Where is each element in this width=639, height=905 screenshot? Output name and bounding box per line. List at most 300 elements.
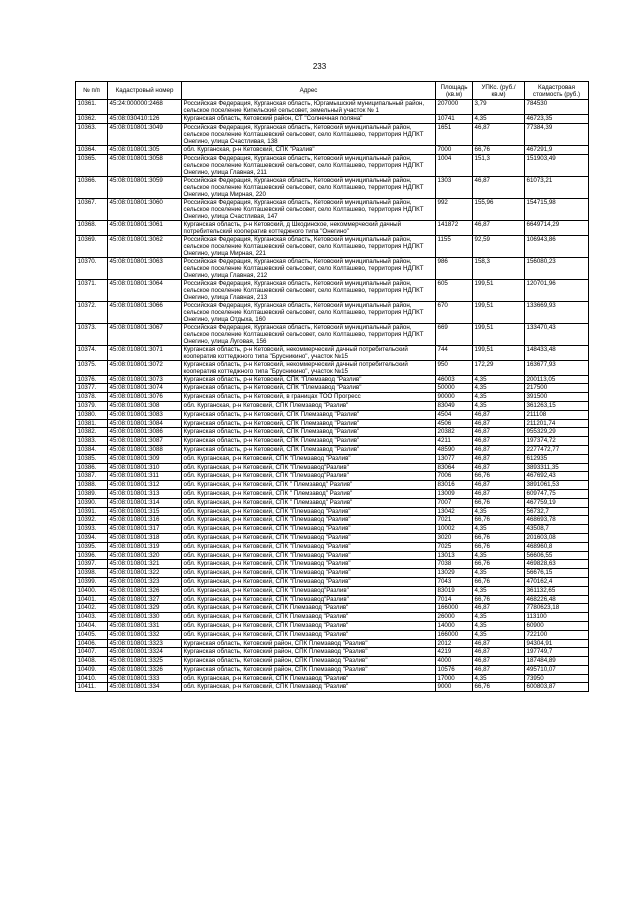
- cell-cadastral-number: 45:08:010801:3073: [108, 375, 182, 384]
- cell-area: 83064: [436, 463, 473, 472]
- cell-address: Российская Федерация, Курганская область, Юргамышский муниципальный район, сельское поселение Кипельский сельсовет, земельный участок № 1: [182, 100, 436, 115]
- cell-cadastral-cost: 6649714,29: [525, 220, 589, 235]
- cell-area: 1004: [436, 154, 473, 176]
- cell-upks: 172,29: [473, 360, 525, 375]
- cell-cadastral-number: 45:08:010801:3086: [108, 428, 182, 437]
- cell-upks: 151,3: [473, 154, 525, 176]
- cell-upks: 199,51: [473, 279, 525, 301]
- header-cadastral-number: Кадастровый номер: [108, 82, 182, 100]
- cell-address: Курганская область, Кетовский район, СПК Племзавод "Разлив": [182, 639, 436, 648]
- cell-cadastral-number: 45:08:010801:334: [108, 683, 182, 692]
- header-cadastral-cost: Кадастровая стоимость (руб.): [525, 82, 589, 100]
- cell-cadastral-cost: 61073,21: [525, 176, 589, 198]
- cell-upks: 46,87: [473, 454, 525, 463]
- cell-cadastral-number: 45:08:010801:305: [108, 145, 182, 154]
- cell-upks: 4,35: [473, 507, 525, 516]
- page-number: 233: [312, 62, 327, 71]
- cell-area: 7000: [436, 145, 473, 154]
- cell-area: 1303: [436, 176, 473, 198]
- cell-row-number: 10387.: [76, 472, 108, 481]
- cell-row-number: 10373.: [76, 323, 108, 345]
- table-row: [76, 454, 589, 463]
- cell-upks: 66,76: [473, 516, 525, 525]
- cell-cadastral-cost: 2277472,77: [525, 445, 589, 454]
- cell-cadastral-cost: 612935: [525, 454, 589, 463]
- cell-cadastral-cost: 467291,9: [525, 145, 589, 154]
- table-row: [76, 220, 589, 235]
- cell-row-number: 10369.: [76, 235, 108, 257]
- cell-cadastral-cost: 361132,65: [525, 586, 589, 595]
- cell-cadastral-cost: 3893311,35: [525, 463, 589, 472]
- cell-address: обл. Курганская, р-н Кетовский, СПК Племзавод "Разлив": [182, 613, 436, 622]
- cell-address: Курганская область, р-н Кетовский, в границах ТОО Прогресс: [182, 393, 436, 402]
- cell-cadastral-number: 45:08:010801:3059: [108, 176, 182, 198]
- cell-row-number: 10409.: [76, 665, 108, 674]
- cell-area: 17000: [436, 674, 473, 683]
- table-row: [76, 613, 589, 622]
- cell-row-number: 10372.: [76, 301, 108, 323]
- cell-cadastral-cost: 361263,15: [525, 401, 589, 410]
- cell-upks: 4,35: [473, 393, 525, 402]
- header-area: Площадь (кв.м): [436, 82, 473, 100]
- cell-cadastral-number: 45:08:010801:3067: [108, 323, 182, 345]
- cell-row-number: 10366.: [76, 176, 108, 198]
- cell-cadastral-number: 45:08:010801:3072: [108, 360, 182, 375]
- cell-area: 13029: [436, 569, 473, 578]
- cadastral-table: [75, 81, 589, 692]
- cell-address: обл. Курганская, р-н Кетовский, СПК "Племзавод "Разлив": [182, 516, 436, 525]
- table-header-row: [76, 82, 589, 100]
- table-row: [76, 481, 589, 490]
- cell-cadastral-cost: 133470,43: [525, 323, 589, 345]
- cell-cadastral-cost: 113100: [525, 613, 589, 622]
- cell-cadastral-number: 45:08:010801:3066: [108, 301, 182, 323]
- cell-cadastral-cost: 46723,35: [525, 115, 589, 124]
- cell-address: Курганская область, р-н Кетовский, СПК Племзавод "Разлив": [182, 437, 436, 446]
- cell-upks: 158,3: [473, 257, 525, 279]
- table-row: [76, 257, 589, 279]
- cell-address: обл. Курганская, р-н Кетовский, СПК "Племзавод "Разлив": [182, 454, 436, 463]
- cell-upks: 46,87: [473, 657, 525, 666]
- cell-address: обл. Курганская, р-н Кетовский, СПК "Племзавод"Разлив": [182, 595, 436, 604]
- cell-upks: 4,35: [473, 586, 525, 595]
- table-row: [76, 542, 589, 551]
- cell-area: 13042: [436, 507, 473, 516]
- cell-address: Российская Федерация, Курганская область, Кетовский муниципальный район, сельское поселение Колташевский сельсовет, село Колташево, территория НДПКТ Онегино, улица Главная, 211: [182, 154, 436, 176]
- cell-upks: 4,35: [473, 375, 525, 384]
- cell-cadastral-number: 45:08:010801:322: [108, 569, 182, 578]
- table-body: [76, 100, 589, 692]
- cell-area: 83019: [436, 586, 473, 595]
- cell-address: Курганская область, р-н Кетовский, СПК Племзавод "Разлив": [182, 428, 436, 437]
- cell-row-number: 10396.: [76, 551, 108, 560]
- cell-row-number: 10371.: [76, 279, 108, 301]
- cell-row-number: 10411.: [76, 683, 108, 692]
- cell-cadastral-number: 45:08:010801:320: [108, 551, 182, 560]
- cell-area: 950: [436, 360, 473, 375]
- cell-address: обл. Курганская, р-н Кетовский, СПК "Племзавод "Разлив": [182, 569, 436, 578]
- cell-cadastral-cost: 200113,05: [525, 375, 589, 384]
- table-row: [76, 569, 589, 578]
- cell-row-number: 10368.: [76, 220, 108, 235]
- cell-address: Российская Федерация, Курганская область, Кетовский муниципальный район, сельское поселение Колташевский сельсовет, село Колташево, территория НДПКТ Онегино, улица Отдыха, 160: [182, 301, 436, 323]
- cell-cadastral-number: 45:08:010801:310: [108, 463, 182, 472]
- cell-cadastral-number: 45:08:010801:3062: [108, 235, 182, 257]
- cell-cadastral-cost: 163677,93: [525, 360, 589, 375]
- table-row: [76, 657, 589, 666]
- cell-address: обл. Курганская, р-н Кетовский, СПК " Племзавод" Разлив": [182, 489, 436, 498]
- cell-area: 2012: [436, 639, 473, 648]
- cell-address: обл. Курганская, р-н Кетовский, СПК "Племзавод "Разлив": [182, 542, 436, 551]
- cell-cadastral-cost: 467759,19: [525, 498, 589, 507]
- table-row: [76, 428, 589, 437]
- cell-area: 744: [436, 345, 473, 360]
- cell-cadastral-cost: 43508,7: [525, 525, 589, 534]
- cell-upks: 46,87: [473, 481, 525, 490]
- cell-area: 3020: [436, 533, 473, 542]
- cell-upks: 66,76: [473, 542, 525, 551]
- cell-cadastral-number: 45:08:010801:3325: [108, 657, 182, 666]
- table-row: [76, 384, 589, 393]
- table-row: [76, 665, 589, 674]
- cell-address: обл. Курганская, р-н Кетовский, СПК "Племзавод "Разлив": [182, 577, 436, 586]
- cell-row-number: 10375.: [76, 360, 108, 375]
- cell-cadastral-number: 45:08:010801:321: [108, 560, 182, 569]
- cell-address: Российская Федерация, Курганская область, Кетовский муниципальный район, сельское поселение Колташевский сельсовет, село Колташево, территория НДПКТ Онегино, улица Мирная, 220: [182, 176, 436, 198]
- cell-cadastral-number: 45:08:010801:315: [108, 507, 182, 516]
- cell-cadastral-cost: 187484,89: [525, 657, 589, 666]
- cell-cadastral-cost: 154715,98: [525, 198, 589, 220]
- cell-address: обл. Курганская, р-н Кетовский, СПК "Племзавод"Разлив": [182, 586, 436, 595]
- table-row: [76, 516, 589, 525]
- cell-cadastral-number: 45:08:010801:326: [108, 586, 182, 595]
- cell-cadastral-number: 45:08:010801:313: [108, 489, 182, 498]
- cell-row-number: 10403.: [76, 613, 108, 622]
- cell-address: Курганская область, Кетовский район, СПК Племзавод "Разлив": [182, 648, 436, 657]
- cell-area: 7025: [436, 542, 473, 551]
- table-row: [76, 533, 589, 542]
- cell-upks: 4,35: [473, 525, 525, 534]
- cell-row-number: 10361.: [76, 100, 108, 115]
- cell-upks: 4,35: [473, 569, 525, 578]
- cell-row-number: 10407.: [76, 648, 108, 657]
- cell-cadastral-cost: 106943,86: [525, 235, 589, 257]
- cell-cadastral-cost: 94304,91: [525, 639, 589, 648]
- cell-row-number: 10404.: [76, 621, 108, 630]
- cell-address: Российская Федерация, Курганская область, Кетовский муниципальный район, сельское поселение Колташевский сельсовет, село Колташево, территория НДПКТ Онегино, улица Счастливая, 147: [182, 198, 436, 220]
- table-row: [76, 595, 589, 604]
- cell-cadastral-number: 45:08:010801:319: [108, 542, 182, 551]
- table-row: [76, 279, 589, 301]
- table-row: [76, 154, 589, 176]
- cell-upks: 46,87: [473, 639, 525, 648]
- cell-row-number: 10380.: [76, 410, 108, 419]
- cell-row-number: 10382.: [76, 428, 108, 437]
- table-row: [76, 621, 589, 630]
- cell-area: 90000: [436, 393, 473, 402]
- cell-row-number: 10399.: [76, 577, 108, 586]
- cell-cadastral-cost: 211201,74: [525, 419, 589, 428]
- cell-cadastral-number: 45:08:010801:3049: [108, 123, 182, 145]
- table-row: [76, 419, 589, 428]
- cell-upks: 46,87: [473, 419, 525, 428]
- cell-row-number: 10363.: [76, 123, 108, 145]
- cell-cadastral-cost: 391500: [525, 393, 589, 402]
- cell-cadastral-number: 45:08:010801:3324: [108, 648, 182, 657]
- cell-address: обл. Курганская, р-н Кетовский, СПК " Племзавод" Разлив": [182, 481, 436, 490]
- cell-upks: 66,76: [473, 498, 525, 507]
- table-row: [76, 198, 589, 220]
- cell-area: 605: [436, 279, 473, 301]
- cell-upks: 46,87: [473, 410, 525, 419]
- cell-cadastral-number: 45:08:010801:333: [108, 674, 182, 683]
- cell-area: 13077: [436, 454, 473, 463]
- table-row: [76, 115, 589, 124]
- cell-area: 207000: [436, 100, 473, 115]
- cell-area: 669: [436, 323, 473, 345]
- cell-cadastral-cost: 60900: [525, 621, 589, 630]
- cell-upks: 66,76: [473, 472, 525, 481]
- cell-cadastral-number: 45:08:010801:3074: [108, 384, 182, 393]
- cell-address: обл. Курганская, р-н Кетовский, СПК "Племзавод "Разлив": [182, 507, 436, 516]
- cell-area: 7007: [436, 498, 473, 507]
- cell-row-number: 10410.: [76, 674, 108, 683]
- cell-address: Курганская область, р-н Кетовский, СПК Племзавод "Разлив": [182, 410, 436, 419]
- cell-cadastral-number: 45:08:010801:3083: [108, 410, 182, 419]
- cell-address: Российская Федерация, Курганская область, Кетовский муниципальный район, сельское поселение Колташевский сельсовет, село Колташево, территория НДПКТ Онегино, улица Главная, 213: [182, 279, 436, 301]
- cell-area: 1155: [436, 235, 473, 257]
- cell-upks: 46,87: [473, 220, 525, 235]
- cell-address: обл. Курганская, р-н Кетовский, СПК Племзавод "Разлив": [182, 630, 436, 639]
- cell-address: обл. Курганская, р-н Кетовский, СПК "Племзавод "Разлив": [182, 533, 436, 542]
- cell-address: обл. Курганская, р-н Кетовский, СПК " Племзавод" Разлив": [182, 498, 436, 507]
- header-address: Адрес: [182, 82, 436, 100]
- cell-upks: 46,87: [473, 463, 525, 472]
- cell-cadastral-number: 45:08:010801:3063: [108, 257, 182, 279]
- cell-upks: 155,96: [473, 198, 525, 220]
- cell-address: Курганская область, р-н Кетовский, СПК Племзавод "Разлив": [182, 445, 436, 454]
- cell-cadastral-cost: 56732,7: [525, 507, 589, 516]
- cell-cadastral-number: 45:08:010801:309: [108, 454, 182, 463]
- cell-cadastral-number: 45:08:010801:308: [108, 401, 182, 410]
- cell-cadastral-cost: 197374,72: [525, 437, 589, 446]
- table-row: [76, 560, 589, 569]
- cell-address: обл. Курганская, р-н Кетовский, СПК "Племзавод"Разлив": [182, 463, 436, 472]
- cell-address: обл. Курганская, р-н Кетовский, СПК "Племзавод "Разлив": [182, 560, 436, 569]
- cell-row-number: 10400.: [76, 586, 108, 595]
- table-row: [76, 604, 589, 613]
- cell-cadastral-cost: 955329,29: [525, 428, 589, 437]
- cell-address: Курганская область, Кетовский район, СПК Племзавод "Разлив": [182, 665, 436, 674]
- table-row: [76, 445, 589, 454]
- cell-address: обл. Курганская, р-н Кетовский, СПК Племзавод "Разлив": [182, 621, 436, 630]
- cell-row-number: 10405.: [76, 630, 108, 639]
- cell-address: обл. Курганская, р-н Кетовский, СПК Племзавод "Разлив": [182, 401, 436, 410]
- cell-area: 986: [436, 257, 473, 279]
- cell-area: 9000: [436, 683, 473, 692]
- cell-upks: 46,87: [473, 604, 525, 613]
- cell-address: Курганская область, Кетовский район, СПК Племзавод "Разлив": [182, 657, 436, 666]
- cell-row-number: 10392.: [76, 516, 108, 525]
- cell-area: 4211: [436, 437, 473, 446]
- cell-cadastral-cost: 151903,49: [525, 154, 589, 176]
- cell-cadastral-number: 45:08:010801:3058: [108, 154, 182, 176]
- table-row: [76, 489, 589, 498]
- cell-address: Курганская область, р-н Кетовский, СПК "Племзавод "Разлив": [182, 375, 436, 384]
- cell-row-number: 10393.: [76, 525, 108, 534]
- cell-row-number: 10367.: [76, 198, 108, 220]
- cell-row-number: 10395.: [76, 542, 108, 551]
- cell-cadastral-cost: 197749,7: [525, 648, 589, 657]
- cell-cadastral-cost: 133669,93: [525, 301, 589, 323]
- cell-area: 7043: [436, 577, 473, 586]
- table-row: [76, 551, 589, 560]
- cell-cadastral-cost: 609747,75: [525, 489, 589, 498]
- cell-area: 83016: [436, 481, 473, 490]
- cell-upks: 3,79: [473, 100, 525, 115]
- cell-row-number: 10398.: [76, 569, 108, 578]
- cell-row-number: 10406.: [76, 639, 108, 648]
- cell-upks: 66,76: [473, 533, 525, 542]
- cell-address: обл. Курганская, р-н Кетовский, СПК "Племзавод "Разлив": [182, 525, 436, 534]
- cell-row-number: 10377.: [76, 384, 108, 393]
- table-row: [76, 674, 589, 683]
- cell-area: 13013: [436, 551, 473, 560]
- cell-row-number: 10389.: [76, 489, 108, 498]
- cell-cadastral-cost: 77384,39: [525, 123, 589, 145]
- table-row: [76, 463, 589, 472]
- table-row: [76, 410, 589, 419]
- cell-upks: 66,76: [473, 683, 525, 692]
- cell-upks: 4,35: [473, 401, 525, 410]
- table-row: [76, 393, 589, 402]
- header-num: № п/п: [76, 82, 108, 100]
- cell-area: 46003: [436, 375, 473, 384]
- cell-address: Курганская область, р-н Кетовский, некоммерческий дачный потребительский кооператив коттеджного типа "Брусникино", участок №15: [182, 360, 436, 375]
- cell-area: 50000: [436, 384, 473, 393]
- table-row: [76, 525, 589, 534]
- cell-upks: 46,87: [473, 445, 525, 454]
- cell-upks: 4,35: [473, 630, 525, 639]
- cell-area: 48590: [436, 445, 473, 454]
- table-row: [76, 375, 589, 384]
- cell-area: 992: [436, 198, 473, 220]
- cell-area: 10576: [436, 665, 473, 674]
- cell-address: Курганская область, р-н Кетовский, д Шкодинское, некоммерческий дачный потребительский кооператив коттеджного типа "Онегино": [182, 220, 436, 235]
- cell-area: 670: [436, 301, 473, 323]
- cell-upks: 199,51: [473, 323, 525, 345]
- cell-address: Российская Федерация, Курганская область, Кетовский муниципальный район, сельское поселение Колташевский сельсовет, село Колташево, территория НДПКТ Онегино, улица Луговая, 156: [182, 323, 436, 345]
- cell-cadastral-number: 45:08:010801:3323: [108, 639, 182, 648]
- cell-area: 166000: [436, 604, 473, 613]
- table-row: [76, 507, 589, 516]
- cell-cadastral-number: 45:08:010801:317: [108, 525, 182, 534]
- cell-area: 83049: [436, 401, 473, 410]
- cell-cadastral-number: 45:08:010801:329: [108, 604, 182, 613]
- cell-cadastral-number: 45:24:000000:2468: [108, 100, 182, 115]
- table-row: [76, 360, 589, 375]
- cell-address: Курганская область, р-н Кетовский, некоммерческий дачный потребительский кооператив коттеджного типа "Брусникино", участок №15: [182, 345, 436, 360]
- cell-address: Российская Федерация, Курганская область, Кетовский муниципальный район, сельское поселение Колташевский сельсовет, село Колташево, территория НДПКТ Онегино, улица Счастливая, 138: [182, 123, 436, 145]
- cell-area: 4504: [436, 410, 473, 419]
- cell-row-number: 10390.: [76, 498, 108, 507]
- cell-area: 7038: [436, 560, 473, 569]
- cell-cadastral-number: 45:08:010801:3326: [108, 665, 182, 674]
- cell-cadastral-number: 45:08:010801:3084: [108, 419, 182, 428]
- cell-address: обл. Курганская, р-н Кетовский, СПК "Племзавод "Разлив": [182, 551, 436, 560]
- cell-cadastral-number: 45:08:010801:3087: [108, 437, 182, 446]
- cell-area: 4506: [436, 419, 473, 428]
- cell-upks: 66,76: [473, 595, 525, 604]
- cell-cadastral-cost: 156080,23: [525, 257, 589, 279]
- cell-row-number: 10383.: [76, 437, 108, 446]
- cell-address: Курганская область, р-н Кетовский, СПК "Племзавод "Разлив": [182, 384, 436, 393]
- cell-cadastral-number: 45:08:010801:311: [108, 472, 182, 481]
- cell-row-number: 10385.: [76, 454, 108, 463]
- cell-row-number: 10402.: [76, 604, 108, 613]
- cell-address: обл. Курганская, р-н Кетовский, СПК Племзавод "Разлив": [182, 683, 436, 692]
- cell-upks: 4,35: [473, 674, 525, 683]
- cell-cadastral-cost: 495710,07: [525, 665, 589, 674]
- cell-upks: 4,35: [473, 115, 525, 124]
- cell-address: Курганская область, Кетовский район, СТ "Солнечная поляна": [182, 115, 436, 124]
- cell-area: 7021: [436, 516, 473, 525]
- cell-cadastral-cost: 468960,8: [525, 542, 589, 551]
- table-row: [76, 100, 589, 115]
- cell-address: Российская Федерация, Курганская область, Кетовский муниципальный район, сельское поселение Колташевский сельсовет, село Колташево, территория НДПКТ Онегино, улица Главная, 212: [182, 257, 436, 279]
- cell-address: обл. Курганская, р-н Кетовский, СПК Племзавод "Разлив": [182, 604, 436, 613]
- cell-area: 14000: [436, 621, 473, 630]
- cell-upks: 4,35: [473, 551, 525, 560]
- table-row: [76, 498, 589, 507]
- cell-row-number: 10364.: [76, 145, 108, 154]
- cell-row-number: 10376.: [76, 375, 108, 384]
- cell-row-number: 10388.: [76, 481, 108, 490]
- table-row: [76, 401, 589, 410]
- cell-area: 141872: [436, 220, 473, 235]
- cell-row-number: 10384.: [76, 445, 108, 454]
- cell-cadastral-number: 45:08:010801:323: [108, 577, 182, 586]
- cell-row-number: 10370.: [76, 257, 108, 279]
- table-row: [76, 301, 589, 323]
- table-row: [76, 577, 589, 586]
- cell-cadastral-number: 45:08:010801:3060: [108, 198, 182, 220]
- cell-cadastral-cost: 120701,96: [525, 279, 589, 301]
- cell-row-number: 10386.: [76, 463, 108, 472]
- cell-row-number: 10391.: [76, 507, 108, 516]
- cell-row-number: 10381.: [76, 419, 108, 428]
- cell-cadastral-number: 45:08:010801:331: [108, 621, 182, 630]
- cell-cadastral-cost: 201603,08: [525, 533, 589, 542]
- cell-cadastral-number: 45:08:030410:126: [108, 115, 182, 124]
- table-row: [76, 323, 589, 345]
- table-row: [76, 586, 589, 595]
- table-row: [76, 639, 589, 648]
- cell-cadastral-number: 45:08:010801:318: [108, 533, 182, 542]
- cell-address: Российская Федерация, Курганская область, Кетовский муниципальный район, сельское поселение Колташевский сельсовет, село Колташево, территория НДПКТ Онегино, улица Мирная, 221: [182, 235, 436, 257]
- cell-cadastral-cost: 469828,63: [525, 560, 589, 569]
- table-row: [76, 123, 589, 145]
- cell-cadastral-number: 45:08:010801:316: [108, 516, 182, 525]
- cell-upks: 66,76: [473, 577, 525, 586]
- cell-cadastral-number: 45:08:010801:314: [108, 498, 182, 507]
- cell-cadastral-number: 45:08:010801:3076: [108, 393, 182, 402]
- table-row: [76, 145, 589, 154]
- cell-upks: 4,35: [473, 621, 525, 630]
- cell-cadastral-cost: 722100: [525, 630, 589, 639]
- cell-area: 7006: [436, 472, 473, 481]
- cell-upks: 46,87: [473, 665, 525, 674]
